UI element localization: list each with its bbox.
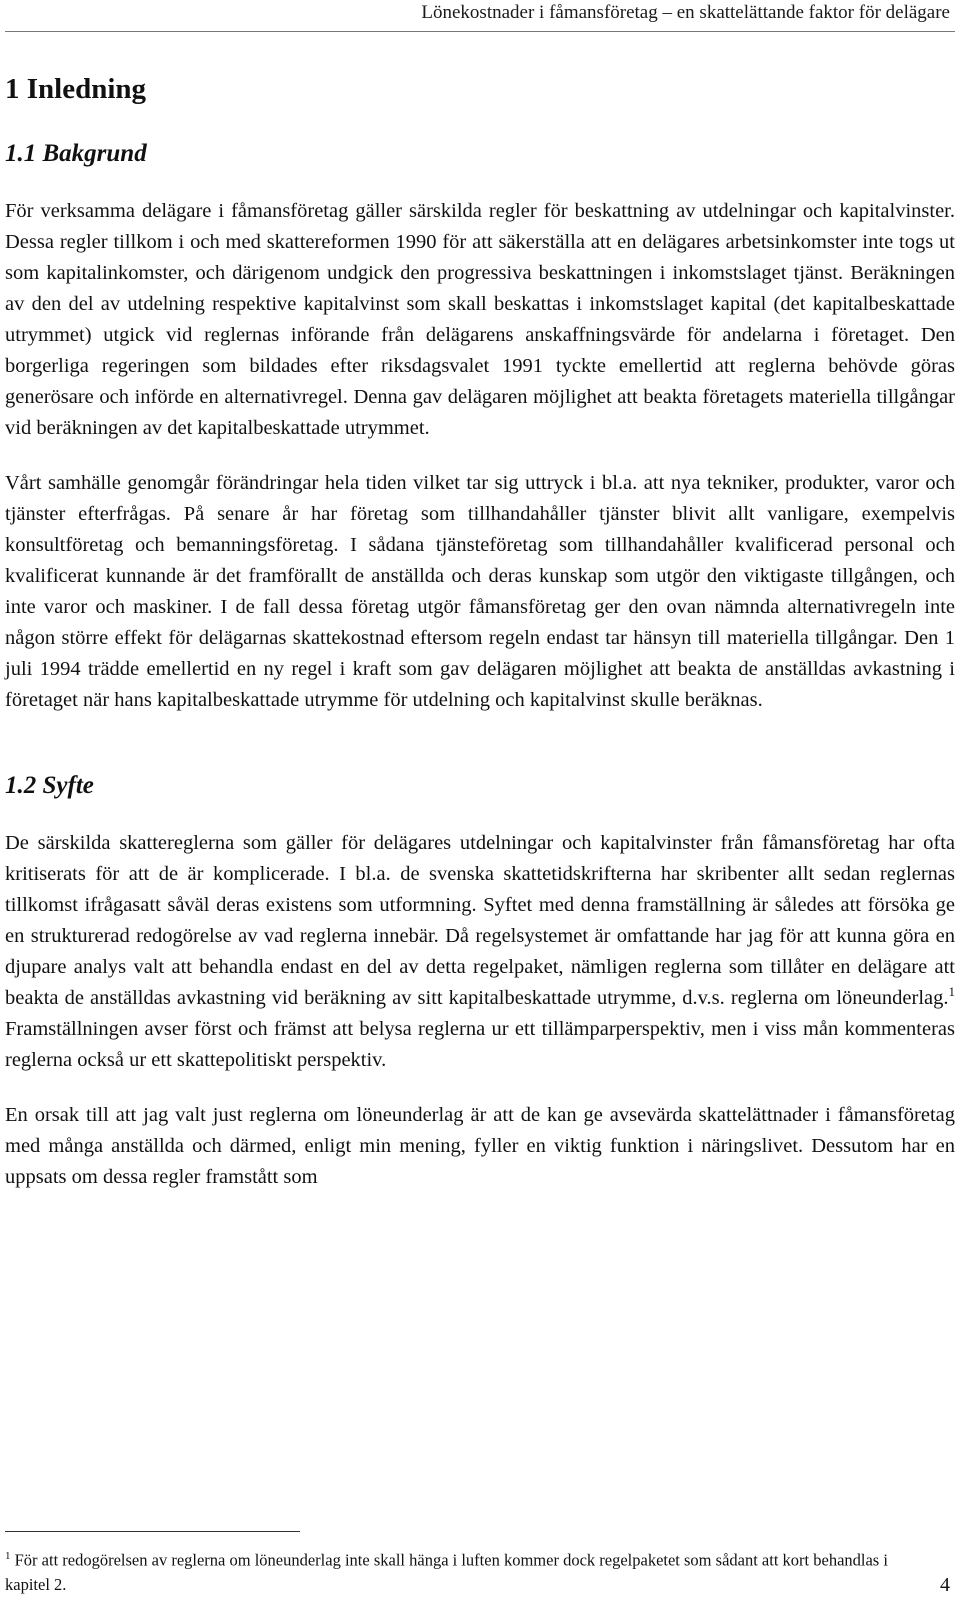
footnote-number: 1 [5, 1550, 11, 1562]
syfte-paragraph-1-text-b: Framställningen avser först och främst att belysa reglerna ur ett tillämparperspektiv, men i viss mån kommenteras reglerna också ur ett skattepolitiskt perspektiv. [5, 1018, 955, 1071]
bakgrund-paragraph-2: Vårt samhälle genomgår förändringar hela tiden vilket tar sig uttryck i bl.a. att nya tekniker, produkter, varor och tjänster efterfrågas. På senare år har företag som tillhandahåller tjänster blivit allt vanligare, exempelvis konsultföretag och bemanningsföretag. I sådana tjänsteföretag som tillhandahåller kvalificerad personal och kvalificerat kunnande är det framförallt de anställda och deras kunskap som utgör den viktigaste tillgången, och inte varor och maskiner. I de fall dessa företag utgör fåmansföretag ger den ovan nämnda alternativregeln inte någon större effekt för delägarnas skattekostnad eftersom regeln endast tar hänsyn till materiella tillgångar. Den 1 juli 1994 trädde emellertid en ny regel i kraft som gav delägaren möjlighet att beakta de anställdas avkastning i företaget när hans kapitalbeskattade utrymme för utdelning och kapitalvinst skulle beräknas. [5, 472, 955, 711]
section-title-bakgrund: 1.1 Bakgrund [5, 140, 147, 167]
footnote-reference[interactable]: 1 [948, 984, 955, 1000]
running-header: Lönekostnader i fåmansföretag – en skattelättande faktor för delägare [421, 2, 950, 23]
syfte-paragraph-1-text-a: De särskilda skattereglerna som gäller för delägares utdelningar och kapitalvinster från fåmansföretag har ofta kritiserats för att de är komplicerade. I bl.a. de svenska skattetidskrifterna har skribenter allt sedan reglernas tillkomst ifrågasatt såväl deras existens som utformning. Syftet med denna framställning är således att försöka ge en strukturerad redogörelse av vad reglerna innebär. Då regelsystemet är omfattande har jag för att kunna göra en djupare analys valt att behandla endast en del av detta regelpaket, nämligen reglerna som tillåter en delägare att beakta de anställdas avkastning vid beräkning av sitt kapitalbeskattade utrymme, d.v.s. reglerna om löneunderlag. [5, 832, 955, 1009]
chapter-title: 1 Inledning [5, 73, 147, 105]
footnote [5, 1544, 905, 1597]
bakgrund-paragraph-1: För verksamma delägare i fåmansföretag gäller särskilda regler för beskattning av utdelningar och kapitalvinster. Dessa regler tillkom i och med skattereformen 1990 för att säkerställa att en delägares arbetsinkomster inte togs ut som kapitalinkomster, och därigenom undgick den progressiva beskattningen i inkomstslaget tjänst. Beräkningen av den del av utdelning respektive kapitalvinst som skall beskattas i inkomstslaget kapital (det kapitalbeskattade utrymmet) utgick vid reglernas införande från delägarens anskaffningsvärde för andelarna i företaget. Den borgerliga regeringen som bildades efter riksdagsvalet 1991 tyckte emellertid att reglerna behövde göras generösare och införde en alternativregel. Denna gav delägaren möjlighet att beakta företagets materiella tillgångar vid beräkningen av det kapitalbeskattade utrymmet. [5, 200, 955, 439]
section-title-syfte: 1.2 Syfte [5, 772, 94, 799]
syfte-paragraph-2: En orsak till att jag valt just reglerna om löneunderlag är att de kan ge avsevärda skattelättnader i fåmansföretag med många anställda och därmed, enligt min mening, fyller en viktig funktion i näringslivet. Dessutom har en uppsats om dessa regler framstått som [5, 1104, 955, 1188]
footnote-rule [5, 1531, 300, 1532]
header-rule [5, 31, 955, 32]
page-number: 4 [940, 1574, 950, 1596]
page-content [5, 64, 955, 1193]
syfte-paragraph-1 [5, 828, 955, 1076]
footnote-text: För att redogörelsen av reglerna om löneunderlag inte skall hänga i luften kommer dock regelpaketet som sådant att kort behandlas i kapitel 2. [5, 1550, 888, 1594]
